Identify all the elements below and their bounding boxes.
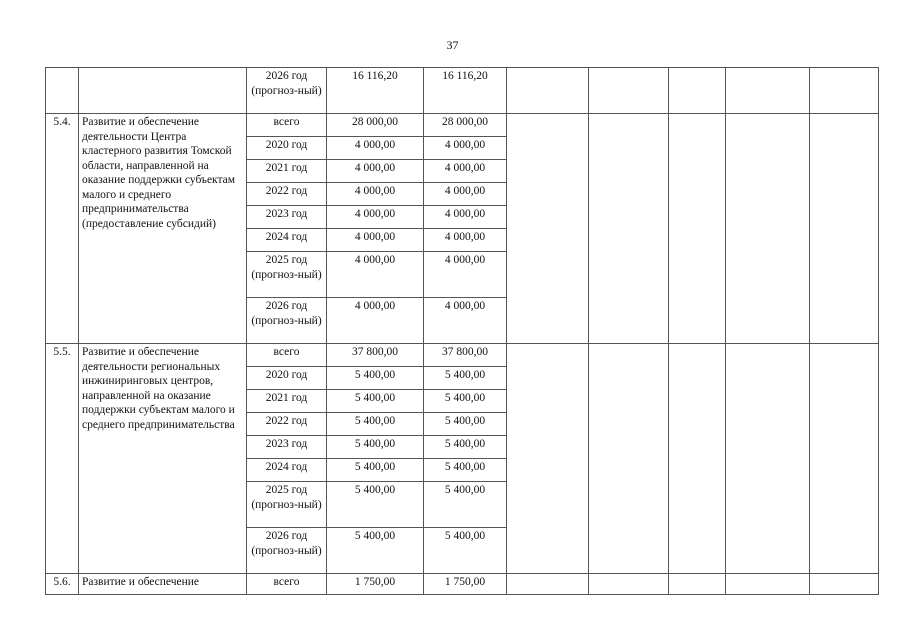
- total-value: 5 400,00: [327, 413, 424, 436]
- total-value: 4 000,00: [327, 298, 424, 344]
- period-cell: 2023 год: [247, 436, 327, 459]
- budget-value: 5 400,00: [424, 482, 507, 528]
- item-number: 5.6.: [46, 574, 79, 595]
- empty-cell: [810, 114, 879, 344]
- total-value: 1 750,00: [327, 574, 424, 595]
- empty-cell: [669, 68, 726, 114]
- empty-cell: [669, 344, 726, 574]
- empty-cell: [589, 68, 669, 114]
- period-cell: 2024 год: [247, 459, 327, 482]
- total-value: 4 000,00: [327, 137, 424, 160]
- total-value: 4 000,00: [327, 206, 424, 229]
- budget-value: 4 000,00: [424, 160, 507, 183]
- empty-cell: [589, 574, 669, 595]
- item-name: Развитие и обеспечение деятельности региональных инжиниринговых центров, направленной на оказание поддержки субъектам малого и среднего предпринимательства: [79, 344, 247, 574]
- total-value: 5 400,00: [327, 367, 424, 390]
- period-cell: 2026 год (прогноз-ный): [247, 528, 327, 574]
- budget-value: 5 400,00: [424, 367, 507, 390]
- total-value: 28 000,00: [327, 114, 424, 137]
- item-name: Развитие и обеспечение: [79, 574, 247, 595]
- empty-cell: [669, 574, 726, 595]
- item-number: 5.4.: [46, 114, 79, 344]
- budget-value: 4 000,00: [424, 252, 507, 298]
- total-value: 5 400,00: [327, 390, 424, 413]
- budget-value: 4 000,00: [424, 206, 507, 229]
- empty-cell: [726, 68, 810, 114]
- empty-cell: [726, 114, 810, 344]
- budget-value: 28 000,00: [424, 114, 507, 137]
- period-cell: 2025 год (прогноз-ный): [247, 482, 327, 528]
- budget-value: 1 750,00: [424, 574, 507, 595]
- total-value: 5 400,00: [327, 528, 424, 574]
- empty-cell: [589, 344, 669, 574]
- budget-value: 16 116,20: [424, 68, 507, 114]
- item-name: [79, 68, 247, 114]
- empty-cell: [810, 344, 879, 574]
- budget-value: 4 000,00: [424, 298, 507, 344]
- total-value: 37 800,00: [327, 344, 424, 367]
- page-number: 37: [446, 38, 459, 52]
- period-cell: 2020 год: [247, 367, 327, 390]
- period-cell: всего: [247, 114, 327, 137]
- empty-cell: [726, 344, 810, 574]
- period-cell: 2026 год (прогноз-ный): [247, 298, 327, 344]
- period-cell: 2023 год: [247, 206, 327, 229]
- budget-value: 4 000,00: [424, 229, 507, 252]
- period-cell: 2024 год: [247, 229, 327, 252]
- total-value: 4 000,00: [327, 183, 424, 206]
- budget-value: 37 800,00: [424, 344, 507, 367]
- empty-cell: [589, 114, 669, 344]
- empty-cell: [810, 574, 879, 595]
- empty-cell: [507, 344, 589, 574]
- budget-value: 4 000,00: [424, 183, 507, 206]
- period-cell: 2025 год (прогноз-ный): [247, 252, 327, 298]
- total-value: 5 400,00: [327, 459, 424, 482]
- period-cell: 2021 год: [247, 390, 327, 413]
- period-cell: всего: [247, 344, 327, 367]
- table-row: [46, 574, 879, 595]
- item-number: [46, 68, 79, 114]
- empty-cell: [507, 68, 589, 114]
- budget-value: 5 400,00: [424, 413, 507, 436]
- empty-cell: [726, 574, 810, 595]
- item-number: 5.5.: [46, 344, 79, 574]
- empty-cell: [810, 68, 879, 114]
- budget-value: 5 400,00: [424, 390, 507, 413]
- table-row: [46, 68, 879, 114]
- total-value: 4 000,00: [327, 252, 424, 298]
- budget-value: 5 400,00: [424, 436, 507, 459]
- empty-cell: [507, 114, 589, 344]
- total-value: 16 116,20: [327, 68, 424, 114]
- budget-value: 5 400,00: [424, 459, 507, 482]
- total-value: 4 000,00: [327, 160, 424, 183]
- period-cell: 2026 год (прогноз-ный): [247, 68, 327, 114]
- item-name: Развитие и обеспечение деятельности Центра кластерного развития Томской области, направленной на оказание поддержки субъектам малого и среднего предпринимательства (предоставление субсидий): [79, 114, 247, 344]
- period-cell: 2022 год: [247, 183, 327, 206]
- period-cell: 2021 год: [247, 160, 327, 183]
- budget-value: 5 400,00: [424, 528, 507, 574]
- total-value: 5 400,00: [327, 436, 424, 459]
- table-row: [46, 344, 879, 367]
- period-cell: 2020 год: [247, 137, 327, 160]
- total-value: 4 000,00: [327, 229, 424, 252]
- period-cell: 2022 год: [247, 413, 327, 436]
- budget-value: 4 000,00: [424, 137, 507, 160]
- period-cell: всего: [247, 574, 327, 595]
- table-row: [46, 114, 879, 137]
- total-value: 5 400,00: [327, 482, 424, 528]
- budget-table: [45, 67, 879, 595]
- empty-cell: [669, 114, 726, 344]
- empty-cell: [507, 574, 589, 595]
